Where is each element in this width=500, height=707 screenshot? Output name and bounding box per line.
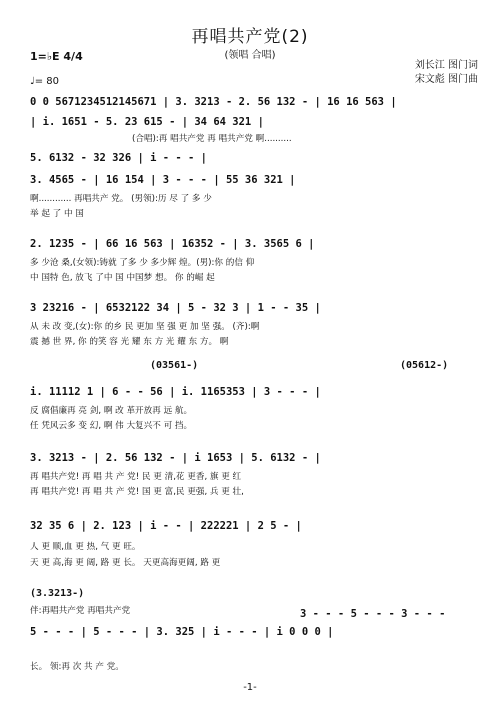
accomp-phrase-1: (03561-) bbox=[150, 360, 199, 371]
score-line-1b: | i. 1651 - 5. 23 615 - | 34 64 321 | bbox=[30, 116, 264, 128]
lyric-5-1: 从 未 改 变,(女):你 的乡 民 更加 坚 强 更 加 坚 强。 (齐):啊 bbox=[30, 322, 260, 332]
score-line-9: 5 - - - | 5 - - - | 3. 325 | i - - - | i 0 0 0 | bbox=[30, 626, 334, 638]
score-line-5: 3 23216 - | 6532122 34 | 5 - 32 3 | 1 - - 35 | bbox=[30, 302, 321, 314]
score-line-3: 3. 4565 - | 16 154 | 3 - - - | 55 36 321 | bbox=[30, 174, 296, 186]
lyric-7-1: 再 唱共产党! 再 唱 共 产 党! 民 更 清,花 更香, 旗 更 红 bbox=[30, 472, 242, 482]
lyric-8-1: 人 更 顺,血 更 热, 气 更 旺。 bbox=[30, 542, 141, 552]
score-line-1: 0 0 5671234512145671 | 3. 3213 - 2. 56 132 - | 16 16 563 | bbox=[30, 96, 397, 108]
lyric-4-2: 中 国特 色, 放飞 了中 国 中国梦 想。 你 的崛 起 bbox=[30, 273, 215, 283]
score-line-2: 5. 6132 - 32 326 | i - - - | bbox=[30, 152, 208, 164]
lyric-1-1: (合唱):再 唱共产党 再 唱共产党 啊.......... bbox=[132, 134, 292, 144]
lyric-9-1: 伴:再唱共产党 再唱共产党 bbox=[30, 606, 131, 616]
accomp-phrase-3: (3.3213-) bbox=[30, 588, 85, 599]
subtitle: (领唱 合唱) bbox=[224, 50, 276, 61]
score-line-7: 3. 3213 - | 2. 56 132 - | i 1653 | 5. 6132 - | bbox=[30, 452, 321, 464]
score-line-8: 32 35 6 | 2. 123 | i - - | 222221 | 2 5 - | bbox=[30, 520, 302, 532]
lyric-6-2: 任 凭风云多 变 幻, 啊 伟 大复兴不 可 挡。 bbox=[30, 421, 193, 431]
page-number: -1- bbox=[243, 682, 257, 693]
page-title: 再唱共产党(2) bbox=[191, 27, 309, 47]
key-signature: 1=♭E 4/4 bbox=[30, 50, 83, 63]
lyric-3-1: 啊............ 再唱共产 党。 (男领):历 尽 了 多 少 bbox=[30, 194, 212, 204]
lyric-7-2: 再 唱共产党! 再 唱 共 产 党! 国 更 富,民 更强, 兵 更 壮, bbox=[30, 487, 244, 497]
score-line-4: 2. 1235 - | 66 16 563 | 16352 - | 3. 3565 6 | bbox=[30, 238, 315, 250]
score-line-6: i. 11112 1 | 6 - - 56 | i. 1165353 | 3 - - - | bbox=[30, 386, 321, 398]
lyric-3-2: 举 起 了 中 国 bbox=[30, 209, 84, 219]
composer-credit: 宋文彪 图门曲 bbox=[414, 74, 478, 85]
tempo-marking: ♩= 80 bbox=[30, 76, 59, 87]
lyric-6-1: 反 腐倡廉再 亮 剑, 啊 改 革开放再 远 航。 bbox=[30, 406, 193, 416]
lyric-8-2: 天 更 高,海 更 阔, 路 更 长。 天更高海更阔, 路 更 bbox=[30, 558, 221, 568]
score-line-9-upper: 3 - - - 5 - - - 3 - - - bbox=[300, 608, 446, 620]
lyric-4-1: 多 少沧 桑,(女领):铸就 了多 少 多少辉 煌。(男):你 的信 仰 bbox=[30, 258, 255, 268]
lyric-5-2: 震 撼 世 界, 你 的笑 容 光 耀 东 方 光 耀 东 方。 啊 bbox=[30, 337, 229, 347]
accomp-phrase-2: (05612-) bbox=[400, 360, 449, 371]
lyricist-credit: 刘长江 图门词 bbox=[414, 60, 478, 71]
lyric-9-2: 长。 领:再 次 共 产 党。 bbox=[30, 662, 124, 672]
